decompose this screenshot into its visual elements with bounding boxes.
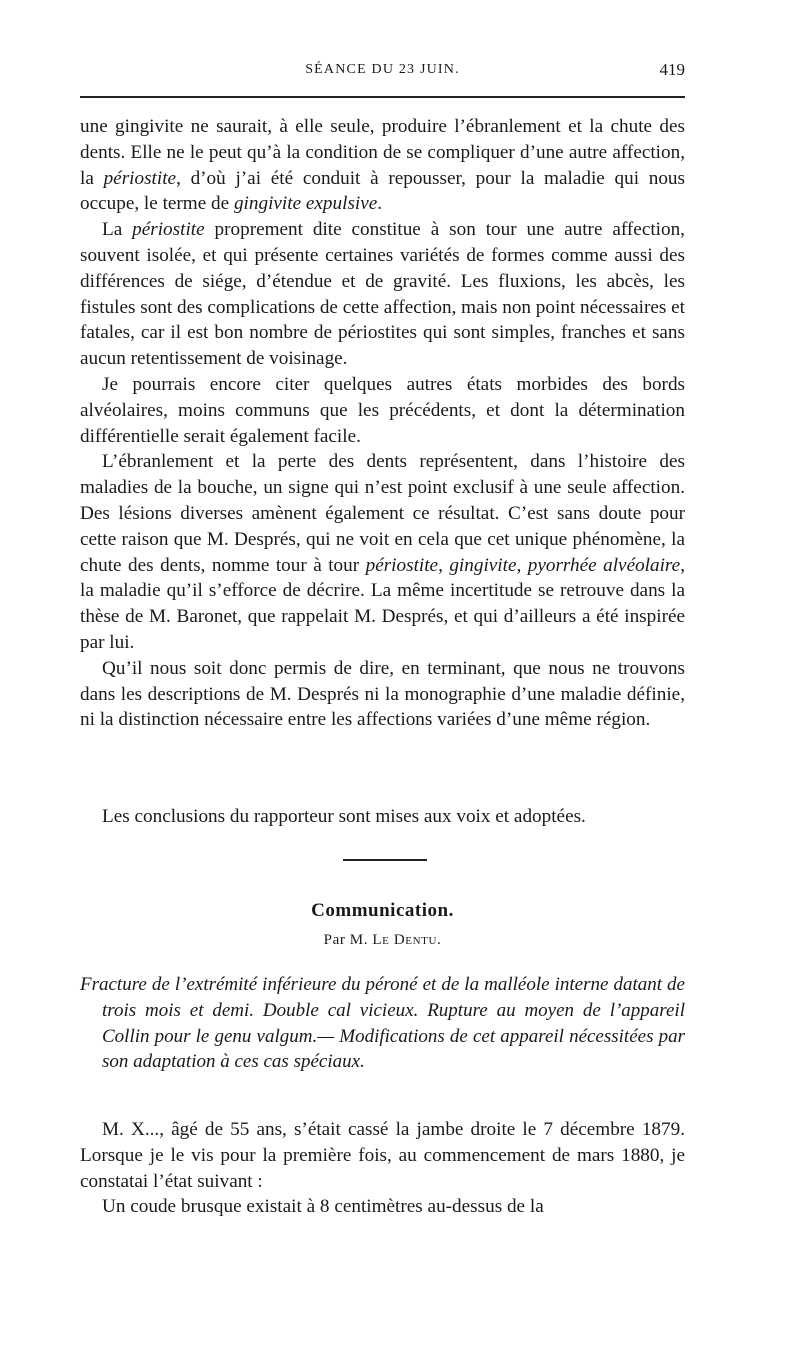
- paragraph: Qu’il nous soit donc permis de dire, en terminant, que nous ne trouvons dans les descriptions de M. Després ni la monographie d’une maladie définie, ni la distinction nécessaire entre les affections variées d’une même région.: [80, 657, 685, 731]
- paragraph: Je pourrais encore citer quelques autres états morbides des bords alvéolaires, moins communs que les précédents, et dont la détermination différentielle serait également facile.: [80, 373, 685, 447]
- italic-term: gingivite expulsive: [233, 193, 378, 215]
- main-text: [80, 114, 685, 733]
- page-header: [80, 62, 685, 84]
- italic-term: périostite: [132, 219, 205, 241]
- italic-term: périostite: [103, 167, 177, 189]
- text-run: , d’où j’ai été conduit à repousser, pour la maladie qui nous occupe, le terme de: [80, 167, 685, 215]
- running-head: SÉANCE DU 23 JUIN.: [305, 62, 460, 77]
- paragraph: [80, 449, 685, 655]
- text-run: une gingivite ne saurait, à elle seule, produire l’ébranlement et la chute des dents. Elle ne le peut qu’à la condition de se compliquer d’une autre affection, la: [80, 116, 685, 189]
- section-divider: [343, 859, 427, 861]
- article-text: [80, 1117, 685, 1220]
- byline-suffix: .: [437, 932, 442, 948]
- section-title: Communication.: [311, 900, 454, 921]
- paragraph: Les conclusions du rapporteur sont mises aux voix et adoptées.: [102, 806, 586, 827]
- conclusion-text: [80, 804, 685, 830]
- author-byline: [80, 932, 685, 949]
- paragraph: [80, 114, 685, 217]
- article-subtitle: Fracture de l’extrémité inférieure du péroné et de la malléole interne datant de trois mois et demi. Double cal vicieux. Rupture au moyen de l’appareil Collin pour le genu valgum.— Modifications de cet appareil nécessitées par son adaptation à ces cas spéciaux.: [80, 974, 685, 1073]
- text-run: .: [377, 193, 383, 215]
- paragraph: [80, 217, 685, 372]
- italic-term: périostite, gingivite, pyorrhée alvéolaire: [365, 554, 681, 576]
- paragraph: M. X..., âgé de 55 ans, s’était cassé la jambe droite le 7 décembre 1879. Lorsque je le vis pour la première fois, au commencement de mars 1880, je constatai l’état suivant :: [80, 1119, 685, 1192]
- page-number: 419: [659, 60, 685, 79]
- paragraph: Un coude brusque existait à 8 centimètres au-dessus de la: [102, 1196, 544, 1218]
- byline-prefix: Par M.: [323, 932, 373, 948]
- text-run: L’ébranlement et la perte des dents représentent, dans l’histoire des maladies de la bouche, un signe qui n’est point exclusif à une seule affection. Des lésions diverses amènent également ce résultat. C’est sans doute pour cette raison que M. Després, qui ne voit en cela que cet unique phénomène, la chute des dents, nomme tour à tour: [80, 451, 685, 576]
- text-run: proprement dite constitue à son tour une autre affection, souvent isolée, et qui présente certaines variétés de formes comme aussi des différences de siége, d’étendue et de gravité. Les fluxions, les abcès, les fistules sont des complications de cette affection, mais non point nécessaires et fatales, car il est bon nombre de périostites qui sont simples, franches et sans aucun retentissement de voisinage.: [80, 219, 685, 370]
- text-run: , la maladie qu’il s’efforce de décrire. La même incertitude se retrouve dans la thèse de M. Baronet, que rappelait M. Després, et qui d’ailleurs a été inspirée par lui.: [80, 554, 685, 653]
- author-name: Le Dentu: [372, 932, 438, 948]
- header-rule: [80, 96, 685, 98]
- text-run: La: [102, 219, 133, 241]
